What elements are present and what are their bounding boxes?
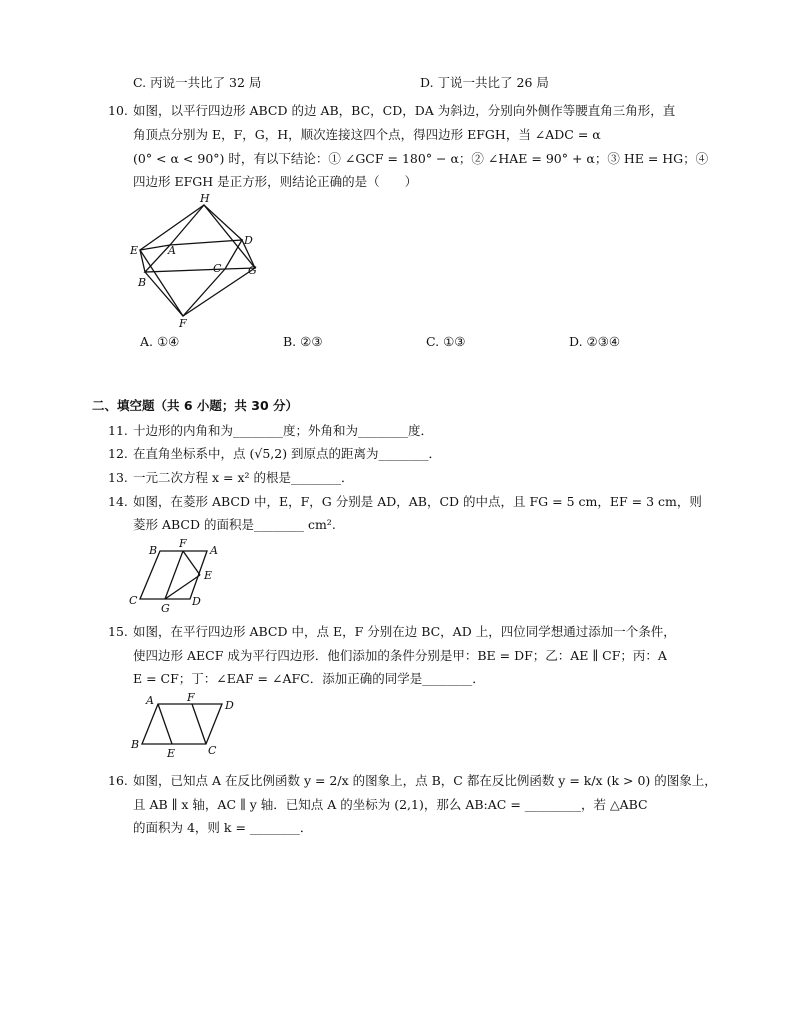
label-a: A <box>210 544 218 557</box>
q10-line-1: 如图，以平行四边形 ABCD 的边 AB，BC，CD，DA 为斜边，分别向外侧作等腰直角三角形，直 <box>133 103 676 118</box>
label-e: E <box>130 244 139 257</box>
q10-line-4: 四边形 EFGH 是正方形，则结论正确的是（ ） <box>133 174 418 189</box>
q16-line-3: 的面积为 4，则 k = ________． <box>133 820 313 835</box>
q12-text: 在直角坐标系中，点 (√5,2) 到原点的距离为________． <box>133 446 442 461</box>
label-f: F <box>187 691 195 704</box>
label-b: B <box>149 544 158 557</box>
q11-number: 11. <box>108 423 128 438</box>
q9-option-c: C. 丙说一共比了 32 局 <box>133 75 262 90</box>
label-c: C <box>208 744 217 757</box>
q14-number: 14. <box>108 494 128 509</box>
q16-line-1: 如图，已知点 A 在反比例函数 y = 2/x 的图象上，点 B，C 都在反比例函数 y = k/x (k > 0) 的图象上， <box>133 773 717 788</box>
parallelogram-abcd <box>142 704 222 744</box>
q15-number: 15. <box>108 624 128 639</box>
label-h: H <box>200 192 210 205</box>
label-b: B <box>138 276 147 289</box>
label-e: E <box>167 747 176 760</box>
label-c: C <box>129 594 138 607</box>
q13-number: 13. <box>108 470 128 485</box>
q15-line-3: E = CF；丁：∠EAF = ∠AFC．添加正确的同学是________． <box>133 671 485 686</box>
q16-line-2: 且 AB ∥ x 轴，AC ∥ y 轴．已知点 A 的坐标为 (2,1)，那么 AB:AC = _________，若 △ABC <box>133 797 648 812</box>
label-a: A <box>168 244 176 257</box>
parallelogram-abcd <box>145 240 242 272</box>
section-2-title: 二、填空题（共 6 小题；共 30 分） <box>92 398 299 413</box>
label-c: C <box>213 262 222 275</box>
q16-number: 16. <box>108 773 128 788</box>
q15-line-1: 如图，在平行四边形 ABCD 中，点 E，F 分别在边 BC，AD 上，四位同学想通过添加一个条件， <box>133 624 676 639</box>
q11-text: 十边形的内角和为________度；外角和为________度． <box>133 423 434 438</box>
q14-figure <box>125 537 225 617</box>
label-f: F <box>179 537 187 550</box>
label-d: D <box>244 234 253 247</box>
q10-option-a: A. ①④ <box>140 334 180 349</box>
label-e: E <box>204 569 213 582</box>
segment-fg <box>165 551 183 599</box>
label-g: G <box>248 264 257 277</box>
q10-line-3: (0° < α < 90°) 时，有以下结论：① ∠GCF = 180° − α；② ∠HAE = 90° + α；③ HE = HG；④ <box>133 151 709 166</box>
label-g: G <box>161 602 170 615</box>
q10-figure <box>125 190 275 330</box>
q14-line-2: 菱形 ABCD 的面积是________ cm². <box>133 517 336 532</box>
q10-option-d: D. ②③④ <box>569 334 621 349</box>
label-d: D <box>225 699 234 712</box>
label-b: B <box>131 738 140 751</box>
q10-option-b: B. ②③ <box>283 334 323 349</box>
label-a: A <box>146 694 154 707</box>
label-f: F <box>179 317 187 330</box>
q10-line-2: 角顶点分别为 E，F，G，H，顺次连接这四个点，得四边形 EFGH，当 ∠ADC = α <box>133 127 601 142</box>
q10-option-c: C. ①③ <box>426 334 466 349</box>
q12-number: 12. <box>108 446 128 461</box>
q13-text: 一元二次方程 x = x² 的根是________． <box>133 470 354 485</box>
q14-line-1: 如图，在菱形 ABCD 中，E，F，G 分别是 AD，AB，CD 的中点，且 FG = 5 cm，EF = 3 cm，则 <box>133 494 702 509</box>
q10-number: 10. <box>108 103 128 118</box>
segment-fe <box>183 551 200 575</box>
q9-option-d: D. 丁说一共比了 26 局 <box>420 75 549 90</box>
q15-figure <box>125 690 245 760</box>
q15-line-2: 使四边形 AECF 成为平行四边形．他们添加的条件分别是甲：BE = DF；乙：AE ∥ CF；丙：A <box>133 648 667 663</box>
segment-ae <box>158 704 172 744</box>
segment-fc <box>192 704 206 744</box>
label-d: D <box>192 595 201 608</box>
